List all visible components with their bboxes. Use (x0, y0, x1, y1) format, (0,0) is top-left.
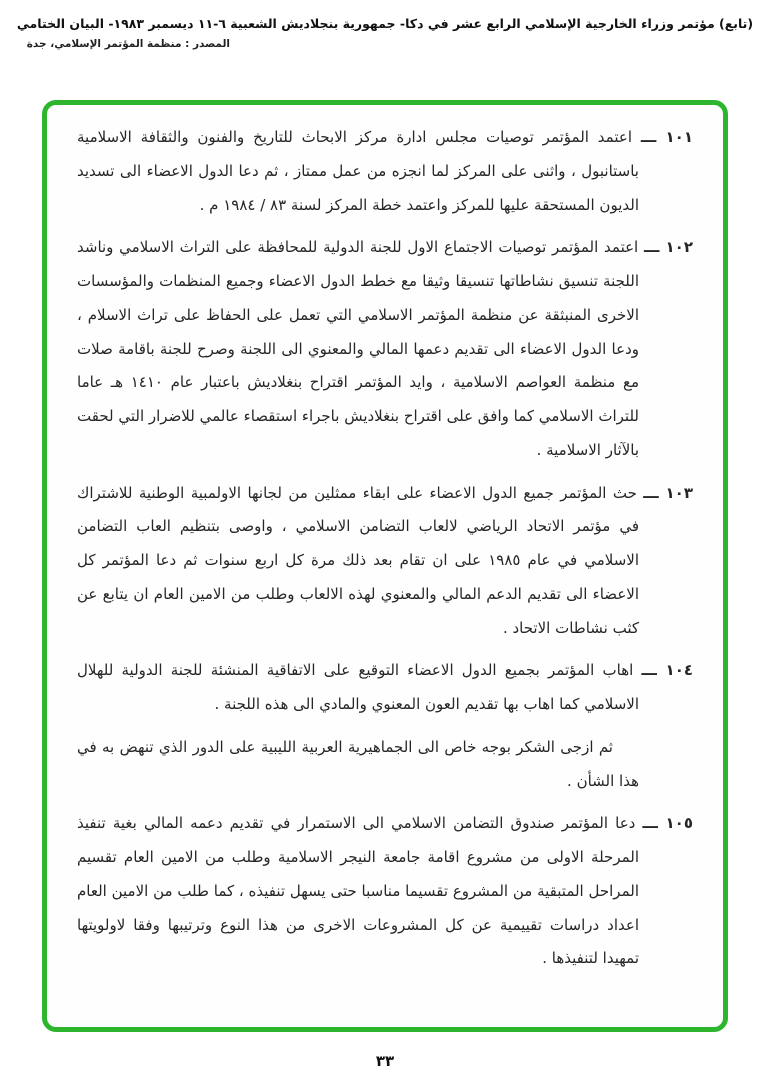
paragraph-105-number: ١٠٥ ـــ (642, 814, 693, 833)
paragraph-103-text: حث المؤتمر جميع الدول الاعضاء على ابقاء ممثلين من لجانها الاولمبية الوطنية للاشتراك في مؤتمر الاتحاد الرياضي لالعاب التضامن الاسلامي ، واوصى بتنظيم العاب التضامن الاسلامي في عام ١٩٨٥ على ان تقام بعد ذلك مرة كل اربع سنوات ثم دعا المؤتمر كل الاعضاء الى تقديم الدعم المالي والمعنوي لهذه الالعاب وطلب من الامين العام ان يتابع عن كثب نشاطات الاتحاد . (77, 483, 639, 637)
content-border-box (42, 100, 728, 1032)
document-title: (تابع) مؤتمر وزراء الخارجية الإسلامي الرابع عشر في دكا- جمهورية بنجلاديش الشعبية ٦-١١ ديسمبر ١٩٨٣- البيان الختامي (16, 16, 754, 31)
paragraph-101-text: اعتمد المؤتمر توصيات مجلس ادارة مركز الابحاث للتاريخ والفنون والثقافة الاسلامية باستانبول ، واثنى على المركز لما انجزه من عمل ممتاز ، ثم دعا الدول الاعضاء الى تسديد الديون المستحقة عليها للمركز واعتمد خطة المركز لسنة ٨٣ / ١٩٨٤ م . (77, 128, 639, 214)
paragraph-104-number: ١٠٤ ـــ (641, 661, 694, 680)
paragraph-101 (77, 121, 693, 222)
document-source: المصدر : منظمة المؤتمر الإسلامي، جدة (26, 38, 230, 50)
paragraph-103-number: ١٠٣ ـــ (643, 483, 693, 502)
paragraph-104-continuation (77, 731, 693, 799)
paragraph-104 (77, 654, 693, 722)
paragraph-102-number: ١٠٢ ـــ (643, 238, 693, 257)
paragraph-102-text: اعتمد المؤتمر توصيات الاجتماع الاول للجنة الدولية للمحافظة على التراث الاسلامي وناشد اللجنة تنسيق نشاطاتها تنسيقا وثيقا مع خطط الدول الاعضاء وجميع المنظمات والمؤسسات الاخرى المنبثقة عن منظمة المؤتمر الاسلامي التي تعمل على الحفاظ على تراث الاسلام ، ودعا الدول الاعضاء الى تقديم دعمها المالي والمعنوي الى اللجنة وصرح للجنة باقامة صلات مع منظمة العواصم الاسلامية ، وايد المؤتمر اقتراح بنغلاديش باعتبار عام ١٤١٠ هـ عاما للتراث الاسلامي كما وافق على اقتراح بنغلاديش باجراء استقصاء عالمي للاضرار التي لحقت بالآثار الاسلامية . (77, 238, 639, 459)
paragraph-105-text: دعا المؤتمر صندوق التضامن الاسلامي الى الاستمرار في تقديم دعمه المالي بغية تنفيذ المرحلة الاولى من مشروع اقامة جامعة النيجر الاسلامية وطلب من الامين العام تقسيم المراحل المتبقية من المشروع تقسيما مناسبا حتى يسهل تنفيذه ، كما طلب من الامين العام اعداد دراسات تقييمية عن كل المشروعات الاخرى من هذا النوع وترتيبها وفقا لاولويتها تمهيدا لتنفيذها . (77, 814, 639, 968)
paragraph-104-continuation-text: ثم ازجى الشكر بوجه خاص الى الجماهيرية العربية الليبية على الدور الذي تنهض به في هذا الشأن . (77, 737, 639, 790)
document-header (0, 0, 770, 50)
paragraph-105 (77, 807, 693, 976)
paragraph-103 (77, 477, 693, 646)
paragraph-101-number: ١٠١ ـــ (640, 128, 693, 146)
page-number: ٣٣ (375, 1052, 395, 1070)
paragraph-102 (77, 231, 693, 467)
paragraph-104-text: اهاب المؤتمر بجميع الدول الاعضاء التوقيع على الاتفاقية المنشئة للجنة الدولية للهلال الاسلامي كما اهاب بها تقديم العون المعنوي والمادي الى هذه اللجنة . (77, 661, 639, 713)
